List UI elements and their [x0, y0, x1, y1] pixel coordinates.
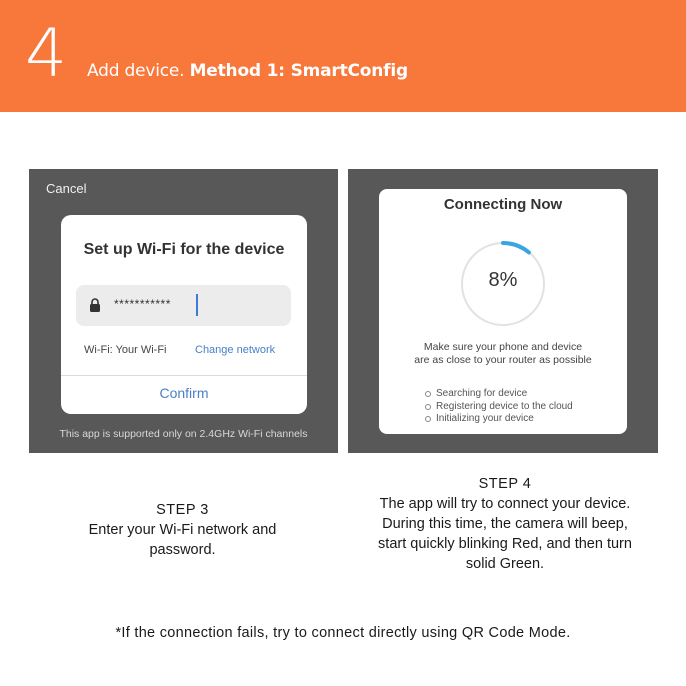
- step3-label: STEP 3: [156, 502, 209, 518]
- circle-bullet-icon: [425, 404, 431, 410]
- cancel-button[interactable]: Cancel: [46, 181, 87, 196]
- banner-title: [87, 61, 408, 81]
- connecting-screenshot: [348, 169, 658, 453]
- lock-icon: [89, 298, 101, 312]
- dialog-title: Set up Wi-Fi for the device: [83, 241, 285, 258]
- dialog-divider: [61, 375, 307, 376]
- password-value: ***********: [114, 297, 171, 311]
- connecting-dialog: [379, 189, 627, 434]
- header-banner: [0, 0, 686, 112]
- step3-text: Enter your Wi-Fi network and password.: [88, 522, 277, 558]
- wifi-setup-dialog: [61, 215, 307, 414]
- list-item: Searching for device: [425, 388, 573, 401]
- progress-percent: 8%: [488, 269, 518, 291]
- hint-line-1: Make sure your phone and device: [423, 341, 583, 353]
- circle-bullet-icon: [425, 416, 431, 422]
- text-caret: [196, 294, 198, 316]
- hint-line-2: are as close to your router as possible: [414, 354, 592, 366]
- list-item: Initializing your device: [425, 413, 573, 426]
- password-field[interactable]: [76, 285, 291, 326]
- banner-title-prefix: Add device.: [87, 61, 190, 81]
- proximity-hint: [379, 341, 627, 367]
- list-item: Registering device to the cloud: [425, 401, 573, 414]
- connecting-title: Connecting Now: [443, 196, 563, 213]
- step-number: 4: [25, 15, 67, 92]
- qr-fallback-footnote: *If the connection fails, try to connect directly using QR Code Mode.: [115, 625, 571, 641]
- change-network-link[interactable]: Change network: [195, 344, 276, 356]
- step4-text: The app will try to connect your device. During this time, the camera will beep, start quickly blinking Red, and then turn solid Green.: [378, 496, 632, 572]
- step4-label: STEP 4: [478, 476, 532, 492]
- step4-caption: [370, 474, 640, 574]
- wifi-band-note: This app is supported only on 2.4GHz Wi-Fi channels: [59, 428, 308, 440]
- step3-caption: [55, 500, 310, 560]
- circle-bullet-icon: [425, 391, 431, 397]
- connection-steps-list: [425, 388, 573, 426]
- confirm-button[interactable]: Confirm: [159, 385, 209, 401]
- wifi-network-label: Wi-Fi: Your Wi-Fi: [84, 344, 167, 356]
- banner-title-method: Method 1: SmartConfig: [189, 61, 408, 81]
- wifi-setup-screenshot: [29, 169, 338, 453]
